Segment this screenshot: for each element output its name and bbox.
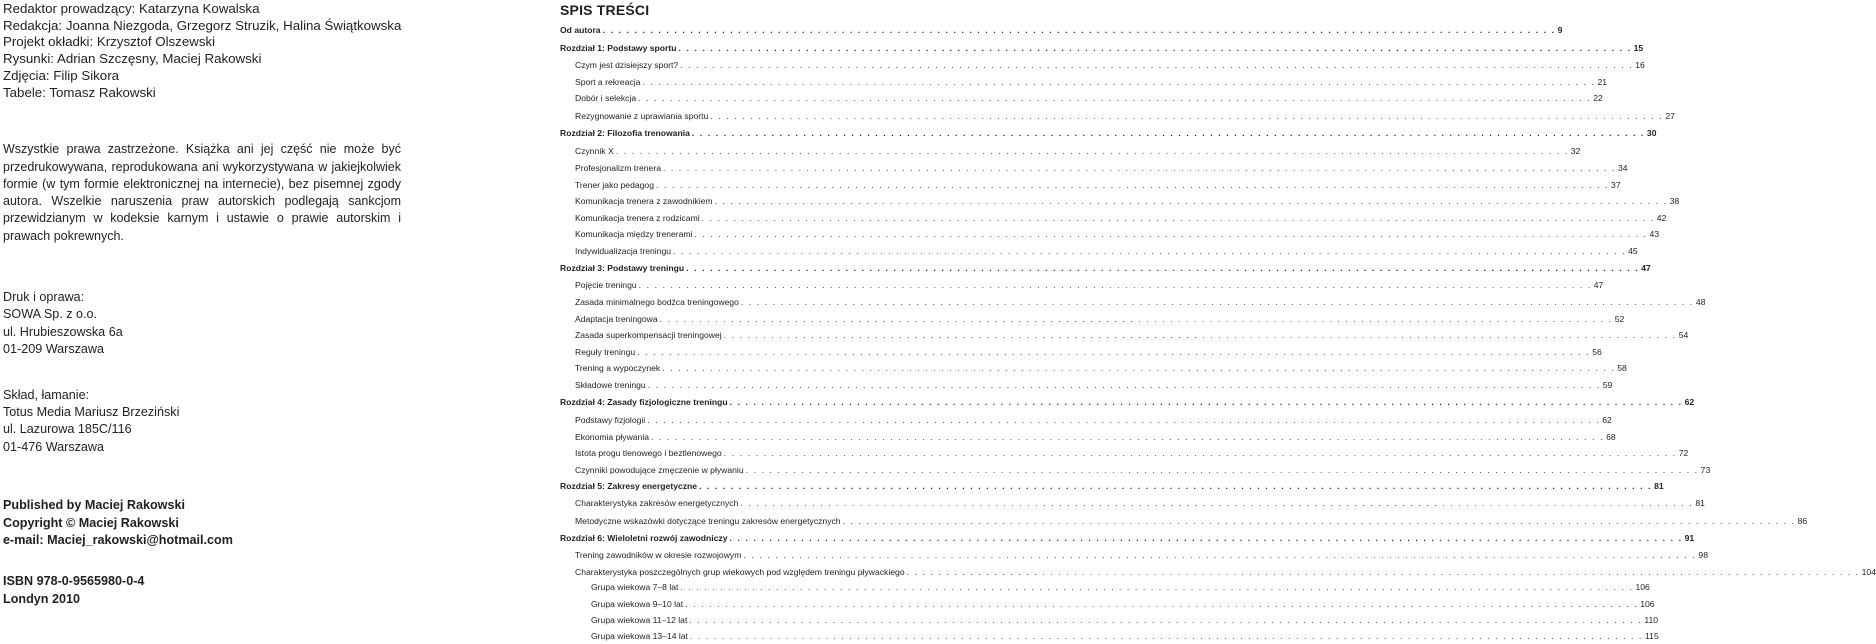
toc-entry-page: 68 — [1606, 431, 1616, 442]
toc-section-entry — [560, 344, 1602, 361]
toc-entry-page: 110 — [1644, 614, 1659, 625]
toc-entry-label: Indywidualizacja treningu — [575, 245, 672, 256]
toc-dot-leader: . . . . . . . . . . . . . . . . . . . . . . . . . . . . . . . . . . . . . . . . . . . . . . . . . . . . . . . . . . . . . . . . . . . . . . . . . . . . . . . . . . . . . . . . . . . . . . . . . . . . . . . . . . . . . . . . . . . . . . . . — [691, 127, 1645, 138]
isbn-info — [3, 573, 401, 608]
toc-entry-label: Rozdział 3: Podstawy treningu — [560, 262, 685, 273]
toc-entry-page: 30 — [1646, 127, 1657, 138]
toc-section-entry — [560, 327, 1689, 344]
toc-section-entry — [560, 612, 1659, 629]
toc-entry-label: Ekonomia pływania — [575, 431, 650, 442]
toc-entry-page: 56 — [1592, 346, 1602, 357]
toc-dot-leader: . . . . . . . . . . . . . . . . . . . . . . . . . . . . . . . . . . . . . . . . . . . . . . . . . . . . . . . . . . . . . . . . . . . . . . . . . . . . . . . . . . . . . . . . . . . . . . . . . . . . . . . . . . . . . . . . . . . . . . . . — [743, 549, 1697, 560]
toc-dot-leader: . . . . . . . . . . . . . . . . . . . . . . . . . . . . . . . . . . . . . . . . . . . . . . . . . . . . . . . . . . . . . . . . . . . . . . . . . . . . . . . . . . . . . . . . . . . . . . . . . . . . . . . . . . . . . . . . . . . . . . . . — [642, 76, 1596, 87]
toc-dot-leader: . . . . . . . . . . . . . . . . . . . . . . . . . . . . . . . . . . . . . . . . . . . . . . . . . . . . . . . . . . . . . . . . . . . . . . . . . . . . . . . . . . . . . . . . . . . . . . . . . . . . . . . . . . . . . . . . . . . . . . . . — [714, 196, 1668, 206]
toc-entry-label: Czynnik X — [575, 146, 614, 156]
toc-entry-page: 106 — [1635, 582, 1650, 592]
toc-entry-page: 48 — [1695, 297, 1706, 307]
table-of-contents — [560, 0, 1876, 644]
toc-entry-label: Adaptacja treningowa — [575, 313, 658, 324]
toc-section-entry — [560, 495, 1705, 513]
toc-dot-leader: . . . . . . . . . . . . . . . . . . . . . . . . . . . . . . . . . . . . . . . . . . . . . . . . . . . . . . . . . . . . . . . . . . . . . . . . . . . . . . . . . . . . . . . . . . . . . . . . . . . . . . . . . . . . . . . . . . . . . . . . — [680, 582, 1634, 592]
toc-dot-leader: . . . . . . . . . . . . . . . . . . . . . . . . . . . . . . . . . . . . . . . . . . . . . . . . . . . . . . . . . . . . . . . . . . . . . . . . . . . . . . . . . . . . . . . . . . . . . . . . . . . . . . . . . . . . . . . . . . . . . . . . — [659, 313, 1613, 324]
toc-dot-leader: . . . . . . . . . . . . . . . . . . . . . . . . . . . . . . . . . . . . . . . . . . . . . . . . . . . . . . . . . . . . . . . . . . . . . . . . . . . . . . . . . . . . . . . . . . . . . . . . . . . . . . . . . . . . . . . . . . . . . . . . — [723, 448, 1677, 458]
toc-section-entry — [560, 360, 1627, 377]
toc-dot-leader: . . . . . . . . . . . . . . . . . . . . . . . . . . . . . . . . . . . . . . . . . . . . . . . . . . . . . . . . . . . . . . . . . . . . . . . . . . . . . . . . . . . . . . . . . . . . . . . . . . . . . . . . . . . . . . . . . . . . . . . . — [740, 297, 1694, 307]
publisher-info — [3, 497, 401, 549]
toc-chapter-entry — [560, 39, 1644, 57]
toc-entry-page: 42 — [1656, 212, 1667, 223]
toc-dot-leader: . . . . . . . . . . . . . . . . . . . . . . . . . . . . . . . . . . . . . . . . . . . . . . . . . . . . . . . . . . . . . . . . . . . . . . . . . . . . . . . . . . . . . . . . . . . . . . . . . . . . . . . . . . . . . . . . . . . . . . . . — [678, 43, 1632, 53]
toc-entry-label: Grupa wiekowa 11–12 lat — [591, 614, 688, 625]
toc-entry-label: Komunikacja między trenerami — [575, 229, 693, 239]
toc-dot-leader: . . . . . . . . . . . . . . . . . . . . . . . . . . . . . . . . . . . . . . . . . . . . . . . . . . . . . . . . . . . . . . . . . . . . . . . . . . . . . . . . . . . . . . . . . . . . . . . . . . . . . . . . . . . . . . . . . . . . . . . . — [673, 245, 1627, 256]
toc-dot-leader: . . . . . . . . . . . . . . . . . . . . . . . . . . . . . . . . . . . . . . . . . . . . . . . . . . . . . . . . . . . . . . . . . . . . . . . . . . . . . . . . . . . . . . . . . . . . . . . . . . . . . . . . . . . . . . . . . . . . . . . . — [685, 598, 1639, 609]
toc-section-entry — [560, 412, 1612, 429]
toc-entry-page: 43 — [1649, 229, 1660, 239]
toc-dot-leader: . . . . . . . . . . . . . . . . . . . . . . . . . . . . . . . . . . . . . . . . . . . . . . . . . . . . . . . . . . . . . . . . . . . . . . . . . . . . . . . . . . . . . . . . . . . . . . . . . . . . . . . . . . . . . . . . . . . . . . . . — [686, 262, 1640, 273]
editorial-credits — [3, 1, 401, 101]
toc-entry-label: Grupa wiekowa 13–14 lat — [591, 631, 688, 641]
toc-entry-page: 38 — [1669, 196, 1680, 206]
toc-entry-label: Grupa wiekowa 7–8 lat — [591, 582, 679, 592]
toc-entry-page: 9 — [1557, 25, 1563, 35]
toc-entry-label: Zasada superkompensacji treningowej — [575, 330, 722, 340]
toc-dot-leader: . . . . . . . . . . . . . . . . . . . . . . . . . . . . . . . . . . . . . . . . . . . . . . . . . . . . . . . . . . . . . . . . . . . . . . . . . . . . . . . . . . . . . . . . . . . . . . . . . . . . . . . . . . . . . . . . . . . . . . . . — [680, 60, 1634, 70]
toc-entry-label: Metodyczne wskazówki dotyczące treningu zakresów energetycznych — [575, 515, 841, 526]
toc-entry-page: 72 — [1678, 448, 1689, 458]
toc-dot-leader: . . . . . . . . . . . . . . . . . . . . . . . . . . . . . . . . . . . . . . . . . . . . . . . . . . . . . . . . . . . . . . . . . . . . . . . . . . . . . . . . . . . . . . . . . . . . . . . . . . . . . . . . . . . . . . . . . . . . . . . . — [615, 146, 1569, 156]
toc-section-entry — [560, 74, 1608, 91]
toc-entry-label: Komunikacja trenera z zawodnikiem — [575, 196, 713, 206]
toc-entry-label: Składowe treningu — [575, 379, 646, 390]
toc-dot-leader: . . . . . . . . . . . . . . . . . . . . . . . . . . . . . . . . . . . . . . . . . . . . . . . . . . . . . . . . . . . . . . . . . . . . . . . . . . . . . . . . . . . . . . . . . . . . . . . . . . . . . . . . . . . . . . . . . . . . . . . . — [647, 414, 1601, 425]
toc-entry-page: 81 — [1695, 498, 1705, 508]
toc-dot-leader: . . . . . . . . . . . . . . . . . . . . . . . . . . . . . . . . . . . . . . . . . . . . . . . . . . . . . . . . . . . . . . . . . . . . . . . . . . . . . . . . . . . . . . . . . . . . . . . . . . . . . . . . . . . . . . . . . . . . . . . . — [651, 431, 1605, 442]
toc-section-entry — [560, 177, 1621, 194]
toc-dot-leader: . . . . . . . . . . . . . . . . . . . . . . . . . . . . . . . . . . . . . . . . . . . . . . . . . . . . . . . . . . . . . . . . . . . . . . . . . . . . . . . . . . . . . . . . . . . . . . . . . . . . . . . . . . . . . . . . . . . . . . . . — [729, 397, 1683, 407]
toc-section-entry — [560, 513, 1808, 530]
typesetting-line: Totus Media Mariusz Brzeziński — [3, 405, 180, 420]
toc-entry-page: 81 — [1654, 481, 1664, 491]
credit-line: Redakcja: Joanna Niezgoda, Grzegorz Struzik, Halina Świątkowska — [3, 17, 402, 33]
toc-dot-leader: . . . . . . . . . . . . . . . . . . . . . . . . . . . . . . . . . . . . . . . . . . . . . . . . . . . . . . . . . . . . . . . . . . . . . . . . . . . . . . . . . . . . . . . . . . . . . . . . . . . . . . . . . . . . . . . . . . . . . . . . — [637, 346, 1591, 357]
toc-entry-label: Pojęcie treningu — [575, 280, 637, 290]
toc-entry-label: Profesjonalizm trenera — [575, 163, 661, 173]
credit-line: Redaktor prowadzący: Katarzyna Kowalska — [3, 1, 260, 16]
toc-entry-label: Komunikacja trenera z rodzicami — [575, 212, 700, 223]
toc-entry-page: 21 — [1597, 76, 1608, 87]
toc-entry-label: Rozdział 5: Zakresy energetyczne — [560, 481, 698, 491]
toc-entry-page: 59 — [1602, 379, 1613, 390]
toc-section-entry — [560, 210, 1667, 227]
place-year-line: Londyn 2010 — [3, 591, 80, 606]
toc-dot-leader: . . . . . . . . . . . . . . . . . . . . . . . . . . . . . . . . . . . . . . . . . . . . . . . . . . . . . . . . . . . . . . . . . . . . . . . . . . . . . . . . . . . . . . . . . . . . . . . . . . . . . . . . . . . . . . . . . . . . . . . . — [656, 179, 1610, 190]
toc-section-entry — [560, 294, 1706, 311]
toc-section-entry — [560, 628, 1659, 644]
toc-entry-label: Grupa wiekowa 9–10 lat — [591, 598, 684, 609]
toc-dot-leader: . . . . . . . . . . . . . . . . . . . . . . . . . . . . . . . . . . . . . . . . . . . . . . . . . . . . . . . . . . . . . . . . . . . . . . . . . . . . . . . . . . . . . . . . . . . . . . . . . . . . . . . . . . . . . . . . . . . . . . . . — [701, 212, 1655, 223]
typesetting-line: ul. Lazurowa 185C/116 — [3, 422, 132, 437]
typesetting-info — [3, 387, 401, 457]
toc-entry-page: 104 — [1861, 566, 1876, 577]
printing-line: 01-209 Warszawa — [3, 342, 105, 357]
toc-entry-page: 91 — [1684, 532, 1695, 543]
toc-section-entry — [560, 107, 1675, 125]
toc-section-entry — [560, 445, 1689, 462]
toc-entry-label: Czym jest dzisiejszy sport? — [575, 60, 679, 70]
toc-dot-leader: . . . . . . . . . . . . . . . . . . . . . . . . . . . . . . . . . . . . . . . . . . . . . . . . . . . . . . . . . . . . . . . . . . . . . . . . . . . . . . . . . . . . . . . . . . . . . . . . . . . . . . . . . . . . . . . . . . . . . . . . — [710, 110, 1664, 121]
toc-section-entry — [560, 377, 1613, 395]
toc-chapter-entry — [560, 530, 1695, 547]
toc-section-entry — [560, 142, 1581, 160]
credit-line: Tabele: Tomasz Rakowski — [3, 84, 156, 100]
toc-entry-page: 98 — [1698, 549, 1708, 560]
toc-dot-leader: . . . . . . . . . . . . . . . . . . . . . . . . . . . . . . . . . . . . . . . . . . . . . . . . . . . . . . . . . . . . . . . . . . . . . . . . . . . . . . . . . . . . . . . . . . . . . . . . . . . . . . . . . . . . . . . . . . . . . . . . — [689, 614, 1643, 625]
toc-entry-page: 106 — [1640, 598, 1655, 609]
credit-line: Projekt okładki: Krzysztof Olszewski — [3, 34, 216, 50]
toc-entry-page: 15 — [1633, 43, 1644, 53]
toc-entry-page: 37 — [1611, 179, 1621, 190]
imprint-page — [3, 0, 401, 608]
toc-entry-page: 22 — [1593, 93, 1603, 103]
toc-entry-page: 62 — [1684, 397, 1695, 407]
toc-entry-label: Zasada minimalnego bodźca treningowego — [575, 297, 739, 307]
toc-dot-leader: . . . . . . . . . . . . . . . . . . . . . . . . . . . . . . . . . . . . . . . . . . . . . . . . . . . . . . . . . . . . . . . . . . . . . . . . . . . . . . . . . . . . . . . . . . . . . . . . . . . . . . . . . . . . . . . . . . . . . . . . — [662, 363, 1616, 373]
copyright-notice: Wszystkie prawa zastrzeżone. Książka ani jej część nie może być przedrukowywana, reprodukowana ani wykorzystywana w jakiejkolwiek formie (w tym formie elektronicznej na internecie), bez pisemnej zgody autora. Wszelkie naruszenia praw autorskich podlegają sankcjom przewidzianym w kodeksie karnym i ustawie o prawie autorskim i prawach pokrewnych. — [3, 142, 401, 243]
typesetting-line: Skład, łamanie: — [3, 387, 90, 402]
toc-section-entry — [560, 462, 1711, 479]
toc-entry-page: 32 — [1570, 146, 1581, 156]
toc-entry-page: 47 — [1641, 262, 1651, 273]
toc-entry-page: 62 — [1602, 414, 1612, 425]
toc-entry-page: 54 — [1678, 330, 1689, 340]
toc-entry-label: Rozdział 1: Podstawy sportu — [560, 43, 677, 53]
toc-title: SPIS TREŚCI — [560, 2, 650, 18]
printing-line: Druk i oprawa: — [3, 290, 85, 304]
toc-dot-leader: . . . . . . . . . . . . . . . . . . . . . . . . . . . . . . . . . . . . . . . . . . . . . . . . . . . . . . . . . . . . . . . . . . . . . . . . . . . . . . . . . . . . . . . . . . . . . . . . . . . . . . . . . . . . . . . . . . . . . . . . — [906, 566, 1860, 577]
toc-dot-leader: . . . . . . . . . . . . . . . . . . . . . . . . . . . . . . . . . . . . . . . . . . . . . . . . . . . . . . . . . . . . . . . . . . . . . . . . . . . . . . . . . . . . . . . . . . . . . . . . . . . . . . . . . . . . . . . . . . . . . . . . — [694, 229, 1648, 239]
toc-section-entry — [560, 580, 1650, 596]
toc-entry-label: Charakterystyka poszczególnych grup wiekowych pod względem treningu pływackiego — [575, 566, 905, 577]
copyright-line: Copyright © Maciej Rakowski — [3, 515, 179, 530]
toc-entry-page: 86 — [1797, 515, 1808, 526]
toc-entry-page: 73 — [1700, 464, 1711, 475]
toc-section-entry — [560, 57, 1645, 74]
toc-entry-label: Od autora — [560, 25, 601, 35]
credit-line: Zdjęcia: Filip Sikora — [3, 67, 120, 83]
toc-dot-leader: . . . . . . . . . . . . . . . . . . . . . . . . . . . . . . . . . . . . . . . . . . . . . . . . . . . . . . . . . . . . . . . . . . . . . . . . . . . . . . . . . . . . . . . . . . . . . . . . . . . . . . . . . . . . . . . . . . . . . . . . — [740, 498, 1694, 508]
printing-info — [3, 289, 401, 359]
toc-section-entry — [560, 193, 1680, 210]
toc-section-entry — [560, 564, 1876, 581]
toc-entry-label: Charakterystyka zakresów energetycznych — [575, 498, 739, 508]
toc-entry-label: Trening zawodników w okresie rozwojowym — [575, 549, 742, 560]
toc-entry-page: 16 — [1635, 60, 1645, 70]
publisher-line: Published by Maciej Rakowski — [3, 498, 185, 513]
toc-section-entry — [560, 429, 1616, 446]
toc-entry-label: Czynniki powodujące zmęczenie w pływaniu — [575, 464, 744, 475]
toc-section-entry — [560, 90, 1603, 107]
toc-entry-label: Sport a rekreacja — [575, 76, 641, 87]
toc-entry-label: Trener jako pedagog — [575, 179, 654, 190]
toc-entry-label: Rozdział 4: Zasady fizjologiczne treningu — [560, 397, 728, 407]
toc-entry-label: Trening a wypoczynek — [575, 363, 661, 373]
toc-section-entry — [560, 547, 1708, 564]
toc-dot-leader: . . . . . . . . . . . . . . . . . . . . . . . . . . . . . . . . . . . . . . . . . . . . . . . . . . . . . . . . . . . . . . . . . . . . . . . . . . . . . . . . . . . . . . . . . . . . . . . . . . . . . . . . . . . . . . . . . . . . . . . . — [699, 481, 1653, 491]
toc-dot-leader: . . . . . . . . . . . . . . . . . . . . . . . . . . . . . . . . . . . . . . . . . . . . . . . . . . . . . . . . . . . . . . . . . . . . . . . . . . . . . . . . . . . . . . . . . . . . . . . . . . . . . . . . . . . . . . . . . . . . . . . . — [729, 532, 1683, 543]
toc-entry-label: Reguły treningu — [575, 346, 636, 357]
toc-entry-label: Rozdział 6: Wieloletni rozwój zawodniczy — [560, 532, 728, 543]
toc-section-entry — [560, 311, 1625, 328]
toc-section-entry — [560, 596, 1655, 612]
toc-entry-label: Rozdział 2: Filozofia trenowania — [560, 127, 690, 138]
toc-chapter-entry — [560, 125, 1657, 143]
toc-dot-leader: . . . . . . . . . . . . . . . . . . . . . . . . . . . . . . . . . . . . . . . . . . . . . . . . . . . . . . . . . . . . . . . . . . . . . . . . . . . . . . . . . . . . . . . . . . . . . . . . . . . . . . . . . . . . . . . . . . . . . . . . — [842, 515, 1796, 526]
toc-entry-label: Rezygnowanie z uprawiania sportu — [575, 110, 709, 121]
toc-chapter-entry — [560, 260, 1651, 278]
toc-chapter-entry — [560, 394, 1695, 412]
toc-entry-page: 47 — [1593, 280, 1604, 290]
toc-entry-page: 27 — [1665, 110, 1675, 121]
toc-dot-leader: . . . . . . . . . . . . . . . . . . . . . . . . . . . . . . . . . . . . . . . . . . . . . . . . . . . . . . . . . . . . . . . . . . . . . . . . . . . . . . . . . . . . . . . . . . . . . . . . . . . . . . . . . . . . . . . . . . . . . . . . — [723, 330, 1677, 340]
credit-line: Rysunki: Adrian Szczęsny, Maciej Rakowski — [3, 51, 262, 67]
toc-entry-page: 45 — [1628, 245, 1638, 256]
toc-entry-label: Dobór i selekcja — [575, 93, 637, 103]
toc-entry-label: Podstawy fizjologii — [575, 414, 646, 425]
toc-dot-leader: . . . . . . . . . . . . . . . . . . . . . . . . . . . . . . . . . . . . . . . . . . . . . . . . . . . . . . . . . . . . . . . . . . . . . . . . . . . . . . . . . . . . . . . . . . . . . . . . . . . . . . . . . . . . . . . . . . . . . . . . — [689, 631, 1644, 641]
toc-dot-leader: . . . . . . . . . . . . . . . . . . . . . . . . . . . . . . . . . . . . . . . . . . . . . . . . . . . . . . . . . . . . . . . . . . . . . . . . . . . . . . . . . . . . . . . . . . . . . . . . . . . . . . . . . . . . . . . . . . . . . . . . — [662, 163, 1617, 173]
toc-dot-leader: . . . . . . . . . . . . . . . . . . . . . . . . . . . . . . . . . . . . . . . . . . . . . . . . . . . . . . . . . . . . . . . . . . . . . . . . . . . . . . . . . . . . . . . . . . . . . . . . . . . . . . . . . . . . . . . . . . . . . . . . — [638, 93, 1592, 103]
toc-dot-leader: . . . . . . . . . . . . . . . . . . . . . . . . . . . . . . . . . . . . . . . . . . . . . . . . . . . . . . . . . . . . . . . . . . . . . . . . . . . . . . . . . . . . . . . . . . . . . . . . . . . . . . . . . . . . . . . . . . . . . . . . — [745, 464, 1699, 475]
toc-chapter-entry — [560, 478, 1664, 495]
toc-section-entry — [560, 243, 1638, 260]
email-line: e-mail: Maciej_rakowski@hotmail.com — [3, 533, 233, 548]
toc-dot-leader: . . . . . . . . . . . . . . . . . . . . . . . . . . . . . . . . . . . . . . . . . . . . . . . . . . . . . . . . . . . . . . . . . . . . . . . . . . . . . . . . . . . . . . . . . . . . . . . . . . . . . . . . . . . . . . . . . . . . . . . . — [602, 25, 1556, 35]
isbn-line: ISBN 978-0-9565980-0-4 — [3, 574, 145, 589]
toc-dot-leader: . . . . . . . . . . . . . . . . . . . . . . . . . . . . . . . . . . . . . . . . . . . . . . . . . . . . . . . . . . . . . . . . . . . . . . . . . . . . . . . . . . . . . . . . . . . . . . . . . . . . . . . . . . . . . . . . . . . . . . . . — [638, 280, 1592, 290]
toc-section-entry — [560, 277, 1604, 294]
typesetting-line: 01-476 Warszawa — [3, 439, 105, 454]
toc-chapter-entry — [560, 22, 1563, 39]
printing-line: SOWA Sp. z o.o. — [3, 307, 98, 322]
toc-dot-leader: . . . . . . . . . . . . . . . . . . . . . . . . . . . . . . . . . . . . . . . . . . . . . . . . . . . . . . . . . . . . . . . . . . . . . . . . . . . . . . . . . . . . . . . . . . . . . . . . . . . . . . . . . . . . . . . . . . . . . . . . — [647, 379, 1601, 390]
toc-section-entry — [560, 160, 1628, 177]
toc-section-entry — [560, 226, 1660, 243]
toc-entry-page: 58 — [1617, 363, 1627, 373]
toc-list — [560, 22, 1876, 644]
toc-entry-label: Istota progu tlenowego i beztlenowego — [575, 448, 722, 458]
toc-entry-page: 34 — [1618, 163, 1628, 173]
printing-line: ul. Hrubieszowska 6a — [3, 324, 123, 339]
toc-entry-page: 52 — [1614, 313, 1625, 324]
toc-entry-page: 115 — [1645, 631, 1659, 641]
